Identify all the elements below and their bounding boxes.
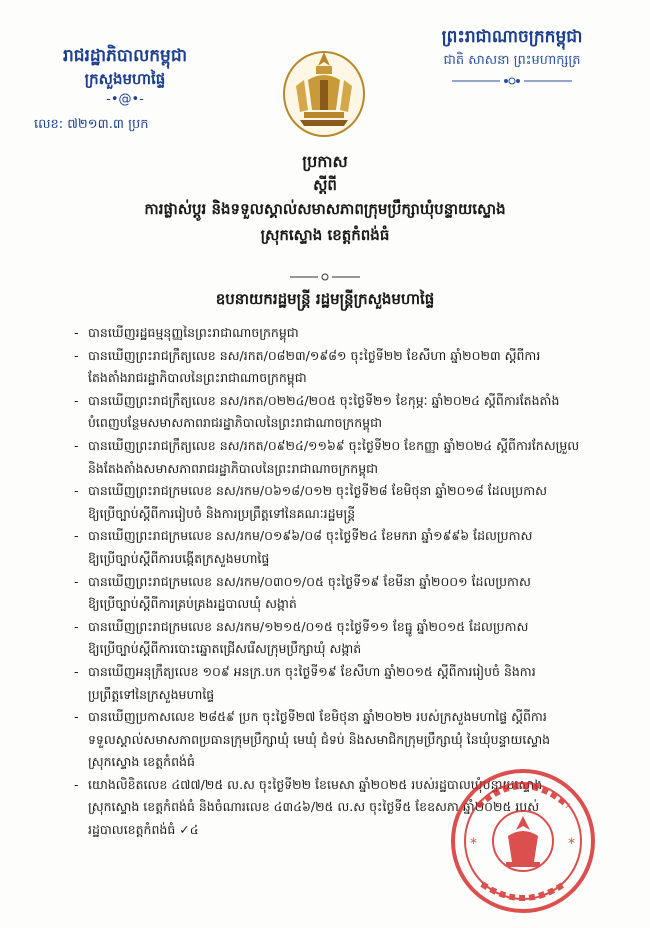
official-seal-icon	[448, 766, 598, 916]
ministry-header	[34, 44, 210, 132]
regarding-label: ស្តីពី	[313, 176, 337, 194]
list-item: - បានឃើញរដ្ឋធម្មនុញ្ញនៃព្រះរាជាណាចក្រកម្ពុជា	[74, 325, 299, 340]
list-item: - បានឃើញព្រះរាជក្រមលេខ នស/រកម/០៦១៨/០១២ ចុះថ្ងៃទី២៨ ខែមិថុនា ឆ្នាំ២០១៨ ដែលប្រកាស ឱ្យប្រើច្បាប់ស្តីពីការរៀបចំ និងការប្រព្រឹត្តទៅនៃគណៈរដ្ឋមន្ត្រី	[74, 483, 548, 521]
national-motto: ជាតិ សាសនា ព្រះមហាក្សត្រ	[443, 53, 581, 68]
svg-text:*: *	[568, 836, 575, 852]
divider-ornament-icon	[290, 272, 360, 282]
list-item: - បានឃើញព្រះរាជក្រមលេខ នស/រកម/០១៩៦/០៨ ចុះថ្ងៃទី២៤ ខែមករា ឆ្នាំ១៩៩៦ ដែលប្រកាស ឱ្យប្រើច្បាប់ស្តីពីការបង្កើតក្រសួងមហាផ្ទៃ	[74, 528, 533, 566]
kingdom-name: ព្រះរាជាណាចក្រកម្ពុជា	[441, 27, 583, 47]
document-type: ប្រកាស	[302, 152, 348, 171]
subject-line-2: ស្រុកស្ទោង ខេត្តកំពង់ធំ	[260, 226, 390, 244]
list-item: - បានឃើញព្រះរាជក្រឹត្យលេខ នស/រកត/០៨២៣/១៩៨១ ចុះថ្ងៃទី២២ ខែសីហា ឆ្នាំ២០២៣ ស្តីពីការ តែងតាំងរាជរដ្ឋាភិបាលនៃព្រះរាជាណាចក្រកម្ពុជា	[74, 347, 541, 386]
list-item: - បានឃើញព្រះរាជក្រឹត្យលេខ នស/រកត/០៩២៤/១១៦៩ ចុះថ្ងៃទី២០ ខែកញ្ញា ឆ្នាំ២០២៤ ស្តីពីការកែសម្រួល និងតែងតាំងសមាសភាពរាជរដ្ឋាភិបាលនៃព្រះរាជាណាចក្រកម្ពុជា	[74, 437, 580, 476]
government-name: រាជរដ្ឋាភិបាលកម្ពុជា	[62, 46, 188, 66]
reference-number: លេខ: ៧២១៣.៣ ប្រក	[34, 117, 149, 132]
list-item: - បានឃើញព្រះរាជក្រមលេខ នស/រកម/១២១៥/០១៥ ចុះថ្ងៃទី១១ ខែធ្នូ ឆ្នាំ២០១៥ ដែលប្រកាស ឱ្យប្រើច្បាប់ស្តីពីការបោះឆ្នោតជ្រើសរើសក្រុមប្រឹក្សាឃុំ សង្កាត់	[74, 618, 529, 657]
ministry-name: ក្រសួងមហាផ្ទៃ	[84, 70, 166, 88]
preamble-list	[74, 322, 634, 842]
header-ornament: -•@•-	[106, 92, 144, 107]
issuing-authority: ឧបនាយករដ្ឋមន្ត្រី រដ្ឋមន្ត្រីក្រសួងមហាផ្ទៃ	[215, 290, 435, 308]
list-item: - បានឃើញព្រះរាជក្រមលេខ នស/រកម/០៣០១/០៥ ចុះថ្ងៃទី១៩ ខែមីនា ឆ្នាំ២០០១ ដែលប្រកាស ឱ្យប្រើច្បាប់ស្តីពីការគ្រប់គ្រងរដ្ឋបាលឃុំ សង្កាត់	[74, 573, 531, 612]
list-item: - បានឃើញអនុក្រឹត្យលេខ ១០៩ អនក្រ.បក ចុះថ្ងៃទី១៩ ខែសីហា ឆ្នាំ២០១៥ ស្តីពីការរៀបចំ និងការ ប្រព្រឹត្តទៅនៃក្រសួងមហាផ្ទៃ	[74, 663, 536, 702]
list-item: - បានឃើញព្រះរាជក្រឹត្យលេខ នស/រកត/០២២៤/២០៥ ចុះថ្ងៃទី២១ ខែកុម្ភៈ ឆ្នាំ២០២៤ ស្តីពីការតែងតាំង បំពេញបន្ថែមសមាសភាពរាជរដ្ឋាភិបាលនៃព្រះរាជាណាចក្រកម្ពុជា	[74, 392, 560, 431]
motto-ornament-icon	[452, 75, 572, 87]
list-item: - បានឃើញប្រកាសលេខ ២៨៥៩ ប្រក ចុះថ្ងៃទី២៧ ខែមិថុនា ឆ្នាំ២០២២ របស់ក្រសួងមហាផ្ទៃ ស្តីពីការ ទទួលស្គាល់សមាសភាពប្រធានក្រុមប្រឹក្សាឃុំ មេឃុំ ជំទប់ និងសមាជិកក្រុមប្រឹក្សាឃុំ នៃឃុំបន្ទាយស្ទោង ស្រុកស្ទោង ខេត្តកំពង់ធំ	[74, 709, 551, 770]
list-item: - យោងលិខិតលេខ ៤៧៧/២៥ ល.ស ចុះថ្ងៃទី២២ ខែមេសា ឆ្នាំ២០២៥ របស់រដ្ឋបាលឃុំបន្ទាយស្ទោង ស្រុកស្ទោង ខេត្តកំពង់ធំ និងចំណារលេខ ៤៣៤៦/២៥ ល.ស ចុះថ្ងៃទី៥ ខែឧសភា ឆ្នាំ២០២៥ របស់ រដ្ឋបាលខេត្តកំពង់ធំ ✓៤	[74, 776, 543, 838]
kingdom-header	[402, 24, 622, 91]
royal-emblem-icon	[274, 40, 374, 140]
document-title	[0, 150, 650, 248]
svg-text:*: *	[470, 836, 477, 852]
subject-line-1: ការផ្លាស់ប្តូរ និងទទួលស្គាល់សមាសភាពក្រុមប្រឹក្សាឃុំបន្ទាយស្ទោង	[144, 200, 506, 218]
